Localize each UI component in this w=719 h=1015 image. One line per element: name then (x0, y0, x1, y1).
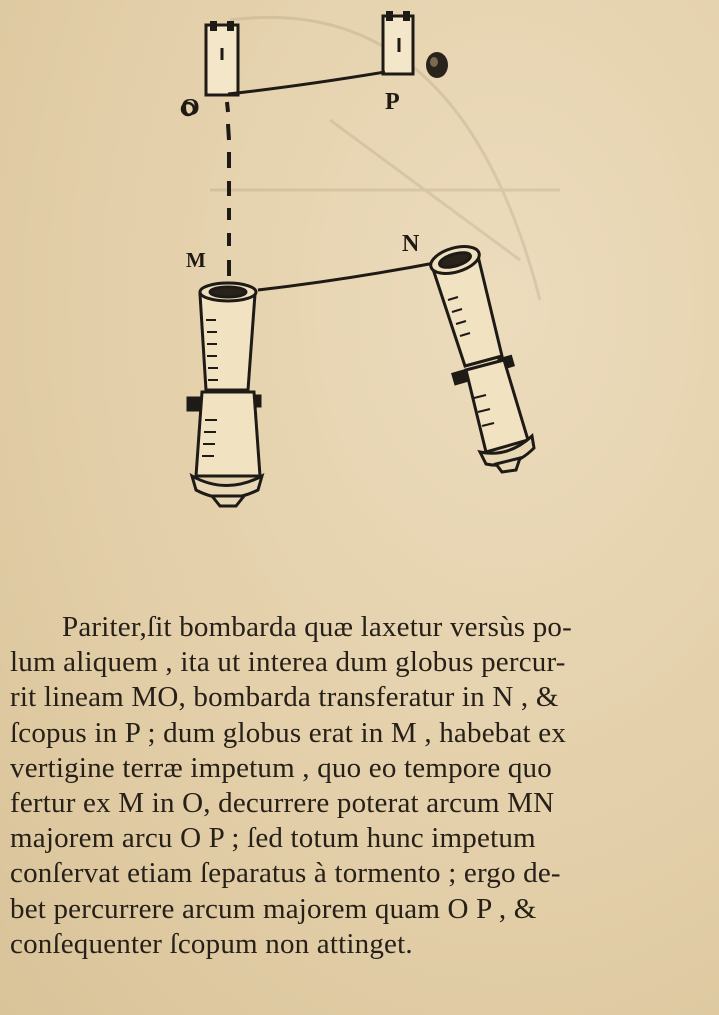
text-line: conſervat etiam ſeparatus à tormento ; ergo de- (10, 857, 561, 890)
cannon-tilted (428, 242, 534, 472)
target-post-right (383, 11, 413, 74)
body-paragraph (10, 610, 710, 962)
text-line: conſequenter ſcopum non attinget. (10, 927, 413, 960)
target-post-left (206, 21, 238, 95)
label-o: O (181, 95, 200, 121)
text-line: bet percurrere arcum majorem quam O P , & (10, 892, 537, 925)
label-m: M (186, 248, 206, 272)
text-line: rit lineam MO, bombarda transferatur in N , & (10, 681, 559, 714)
text-line: Pariter,ſit bombarda quæ laxetur versùs po- (62, 611, 572, 643)
trajectory-mo (227, 102, 229, 276)
label-n: N (402, 231, 420, 257)
text-line: majorem arcu O P ; ſed totum hunc impetum (10, 822, 536, 855)
text-line: lum aliquem , ita ut interea dum globus percur- (10, 646, 566, 679)
text-line: fertur ex M in O, decurrere poterat arcum MN (10, 786, 555, 819)
arc-mn (258, 262, 440, 290)
cannon-upright (188, 283, 262, 506)
text-line: ſcopus in P ; dum globus erat in M , habebat ex (10, 716, 567, 749)
arc-op (228, 72, 385, 94)
label-p: P (385, 89, 400, 115)
text-line: vertigine terræ impetum , quo eo tempore quo (10, 751, 552, 784)
